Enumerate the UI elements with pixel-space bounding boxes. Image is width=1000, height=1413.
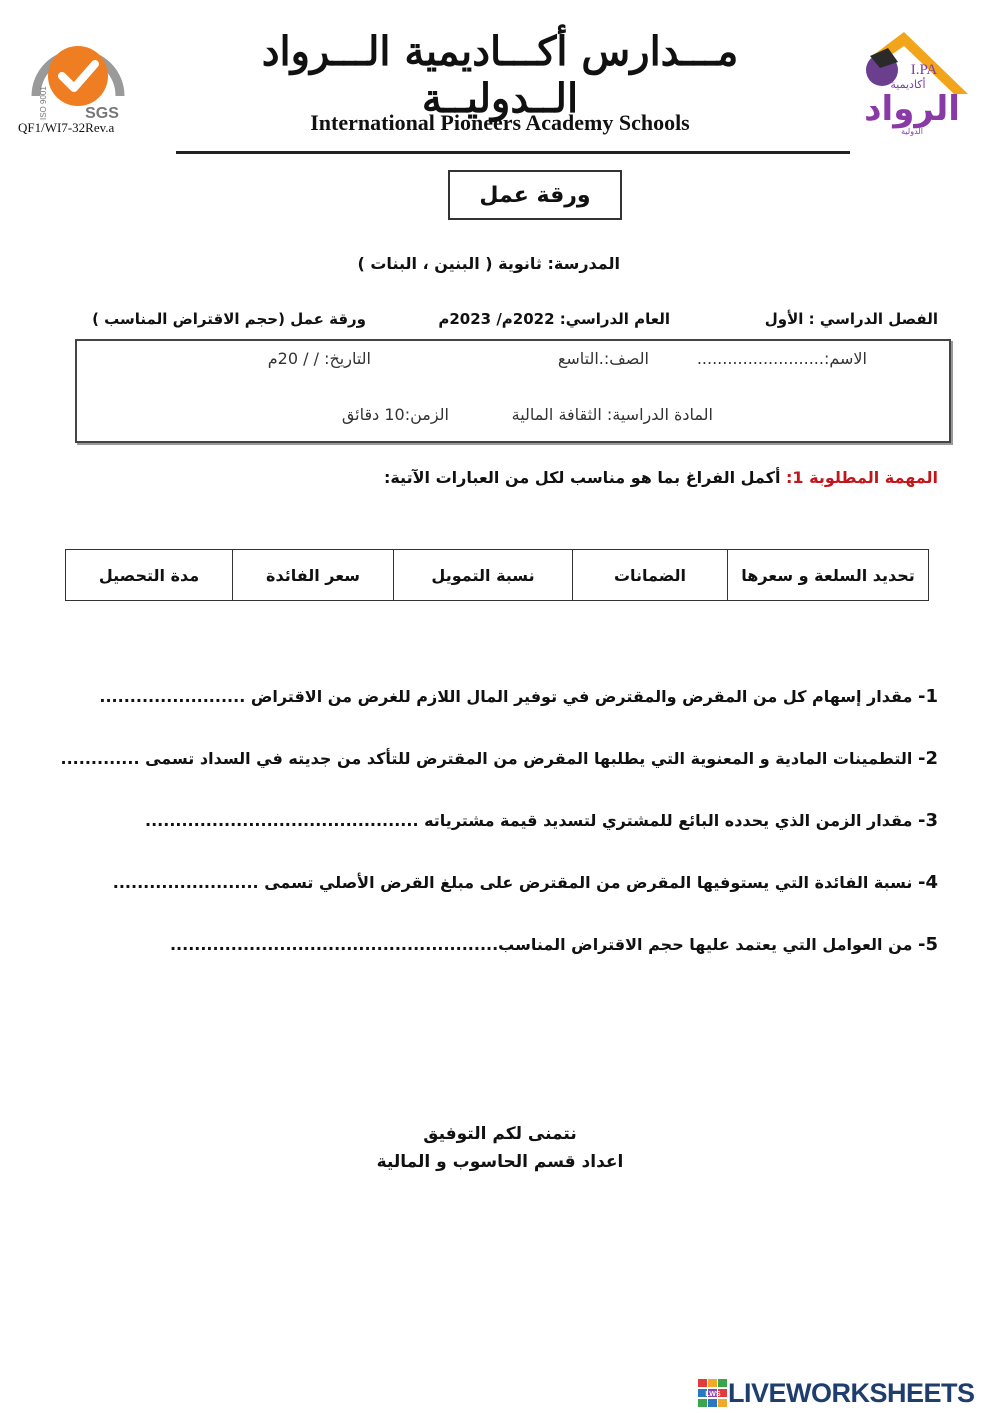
word-bank-item[interactable]: نسبة التمويل [393, 550, 572, 600]
header-divider [176, 151, 850, 154]
question-number: 1- [917, 686, 938, 707]
liveworksheets-logo[interactable] [698, 1378, 998, 1408]
school-name-arabic: مـــدارس أكـــاديمية الـــرواد الــدوليــة [261, 28, 739, 122]
ipa-arabic-main: الرواد [864, 89, 960, 129]
time-field: الزمن:10 دقائق [341, 405, 449, 424]
grade-field[interactable]: الصف:.التاسع [557, 349, 649, 368]
question-2[interactable] [60, 748, 938, 769]
academic-year: العام الدراسي: 2022م/ 2023م [438, 310, 670, 328]
question-text: مقدار الزمن الذي يحدده البائع للمشتري لتسديد قيمة مشترياته ............................................. [145, 811, 918, 830]
question-text: التطمينات المادية و المعنوية التي يطلبها المقرض من المقترض للتأكد من جديته في السداد تسمى ............. [60, 749, 918, 768]
semester-row [60, 310, 938, 336]
question-number: 3- [917, 810, 938, 831]
worksheet-title: ورقة عمل [448, 170, 622, 220]
liveworksheets-text: LIVEWORKSHEETS [728, 1377, 975, 1408]
question-text: من العوامل التي يعتمد عليها حجم الاقتراض المناسب...................................................... [169, 935, 918, 954]
word-bank-item[interactable]: سعر الفائدة [232, 550, 393, 600]
question-text: نسبة الفائدة التي يستوفيها المقرض من المقترض على مبلغ القرض الأصلي تسمى ........................ [112, 873, 918, 892]
brand-icon-letters: LWS [705, 1391, 721, 1398]
worksheet-topic: ورقة عمل (حجم الاقتراض المناسب ) [92, 310, 366, 328]
ipa-arabic-small: أكاديمية [890, 78, 926, 91]
word-bank-item[interactable]: الضمانات [572, 550, 727, 600]
semester-label: الفصل الدراسي : الأول [764, 310, 938, 328]
ipa-arabic-tiny: الدولية [901, 127, 923, 136]
school-line: المدرسة: ثانوية ( البنين ، البنات ) [357, 254, 620, 273]
name-field[interactable]: الاسم:......................... [696, 349, 867, 368]
document-code: QF1/WI7-32Rev.a [18, 120, 115, 135]
question-1[interactable] [60, 686, 938, 707]
word-bank-item[interactable]: تحديد السلعة و سعرها [727, 550, 928, 600]
question-number: 4- [917, 872, 938, 893]
word-bank-item[interactable]: مدة التحصيل [98, 565, 200, 585]
liveworksheets-icon [698, 1379, 728, 1407]
sgs-text: SGS [85, 105, 119, 120]
school-name-english: International Pioneers Academy Schools [310, 110, 690, 135]
question-number: 5- [917, 934, 938, 955]
date-field[interactable]: التاريخ: / / 20م [267, 349, 371, 368]
subject-field: المادة الدراسية: الثقافة المالية [511, 405, 713, 424]
iso-text: ISO 9001 [39, 86, 48, 120]
student-info-box [75, 339, 951, 443]
question-5[interactable] [60, 934, 938, 955]
question-text: مقدار إسهام كل من المقرض والمقترض في توفير المال اللازم للغرض من الاقتراض ........................ [99, 687, 918, 706]
question-4[interactable] [60, 872, 938, 893]
closing-wish: نتمنى لكم التوفيق [423, 1124, 577, 1144]
question-number: 2- [917, 748, 938, 769]
ipa-text: I.PA [910, 62, 938, 78]
ipa-logo [842, 28, 970, 140]
task-label: المهمة المطلوبة 1: [786, 468, 938, 487]
question-3[interactable] [60, 810, 938, 831]
task-text: أكمل الفراغ بما هو مناسب لكل من العبارات الآتية: [383, 468, 787, 487]
word-bank-table [65, 549, 929, 601]
sgs-ring-text: SYSTEM CERTIFICATION [48, 36, 108, 42]
prepared-by: اعداد قسم الحاسوب و المالية [376, 1152, 624, 1172]
task-instruction [60, 468, 938, 487]
